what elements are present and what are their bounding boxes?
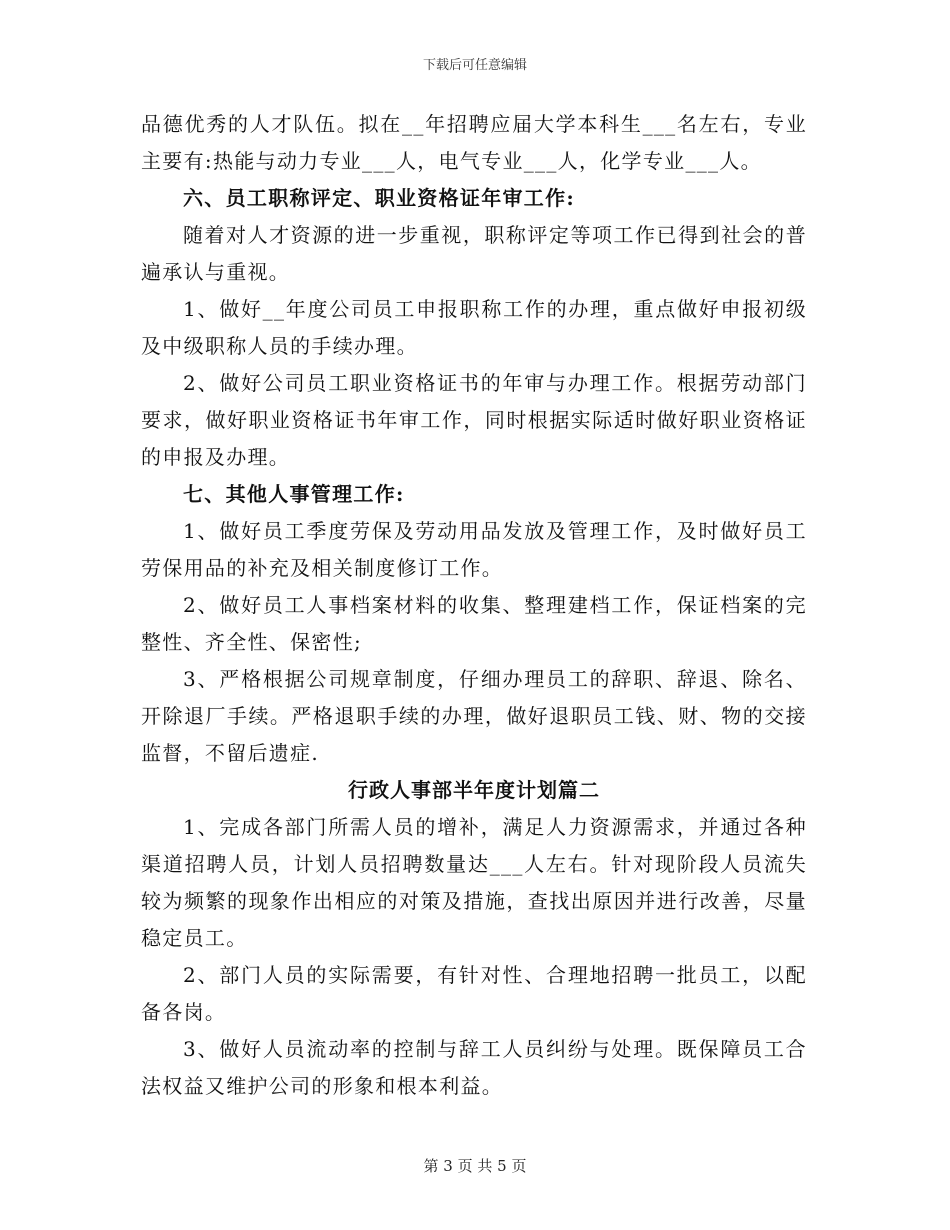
paragraph-title-evaluation-intro: 随着对人才资源的进一步重视，职称评定等项工作已得到社会的普遍承认与重视。 bbox=[141, 223, 807, 284]
list-item-six-2: 2、做好公司员工职业资格证书的年审与办理工作。根据劳动部门要求，做好职业资格证书年审工作，同时根据实际适时做好职业资格证的申报及办理。 bbox=[141, 371, 807, 469]
list-item-seven-3: 3、严格根据公司规章制度，仔细办理员工的辞职、辞退、除名、开除退厂手续。严格退职手续的办理，做好退职员工钱、财、物的交接监督，不留后遗症. bbox=[141, 667, 807, 765]
document-body bbox=[141, 106, 807, 1105]
list-item-seven-1: 1、做好员工季度劳保及劳动用品发放及管理工作，及时做好员工劳保用品的补充及相关制度修订工作。 bbox=[141, 519, 807, 580]
article-title-part-two: 行政人事部半年度计划篇二 bbox=[348, 778, 600, 802]
page-header-note: 下载后可任意编辑 bbox=[422, 58, 527, 73]
section-heading-seven: 七、其他人事管理工作: bbox=[183, 482, 405, 506]
list-item-six-1: 1、做好__年度公司员工申报职称工作的办理，重点做好申报初级及中级职称人员的手续办理。 bbox=[141, 297, 807, 358]
list-item-seven-2: 2、做好员工人事档案材料的收集、整理建档工作，保证档案的完整性、齐全性、保密性; bbox=[141, 593, 807, 654]
paragraph-recruitment-continued: 品德优秀的人才队伍。拟在__年招聘应届大学本科生___名左右，专业主要有:热能与动力专业___人，电气专业___人，化学专业___人。 bbox=[141, 112, 807, 173]
section-heading-six: 六、员工职称评定、职业资格证年审工作: bbox=[183, 186, 576, 210]
list-item-two-2: 2、部门人员的实际需要，有针对性、合理地招聘一批员工，以配备各岗。 bbox=[141, 963, 807, 1024]
list-item-two-3: 3、做好人员流动率的控制与辞工人员纠纷与处理。既保障员工合法权益又维护公司的形象和根本利益。 bbox=[141, 1037, 807, 1098]
list-item-two-1: 1、完成各部门所需人员的增补，满足人力资源需求，并通过各种渠道招聘人员，计划人员招聘数量达___人左右。针对现阶段人员流失较为频繁的现象作出相应的对策及措施，查找出原因并进行改善，尽量稳定员工。 bbox=[141, 815, 807, 950]
page-number: 第 3 页 共 5 页 bbox=[423, 1157, 527, 1175]
